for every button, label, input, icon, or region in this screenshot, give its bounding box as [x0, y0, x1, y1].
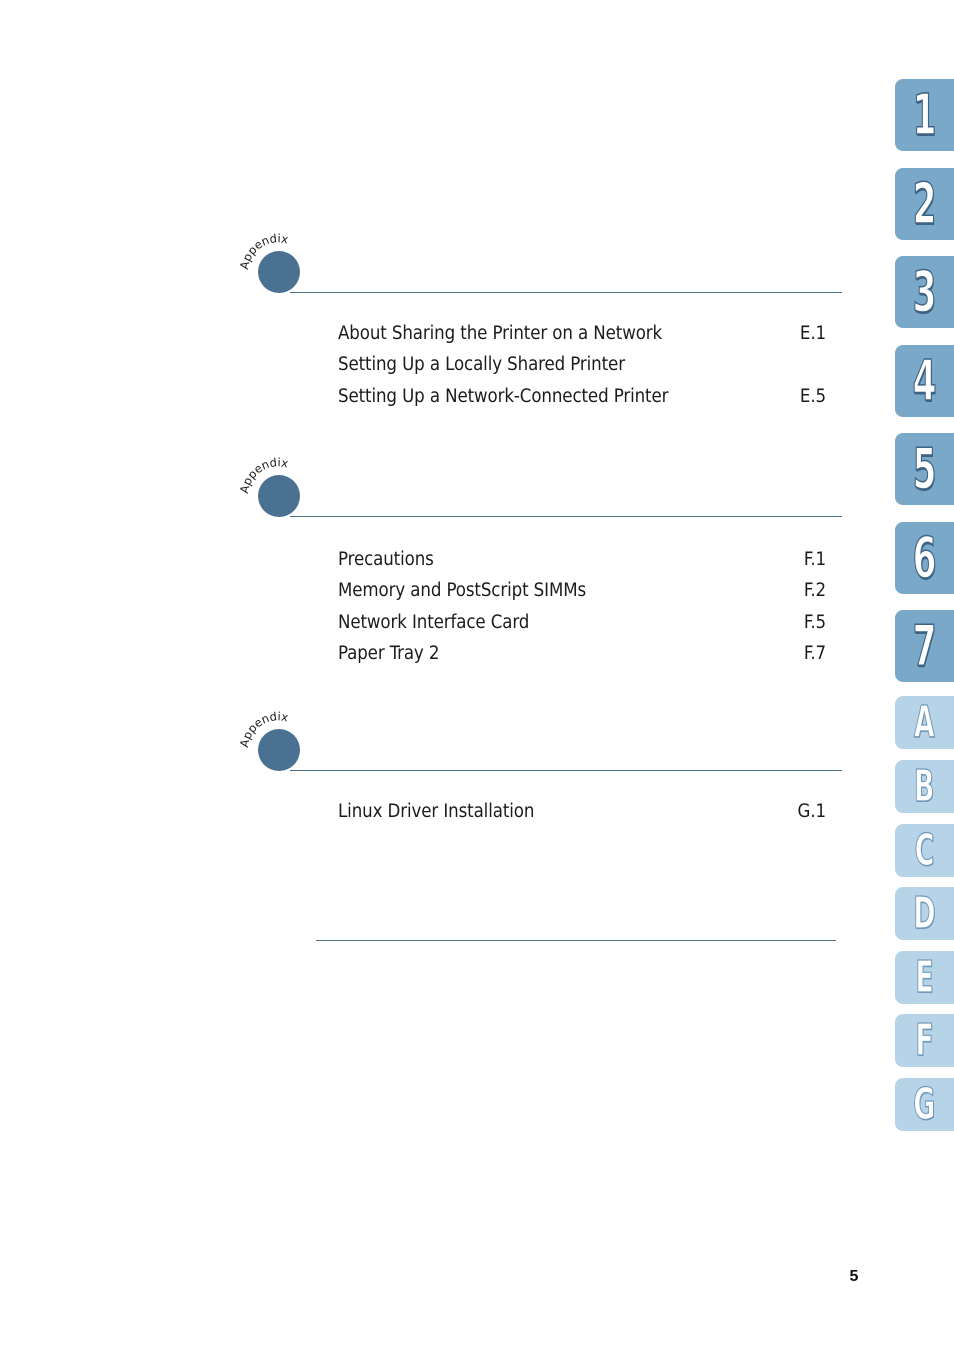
tab-chapter-2[interactable]: 2: [895, 168, 954, 240]
toc-entry-title: Setting Up a Locally Shared Printer: [338, 354, 625, 375]
toc-entry-page: F.7: [803, 643, 826, 664]
toc-entry-title: Linux Driver Installation: [338, 801, 535, 822]
toc-entry-title: Setting Up a Network-Connected Printer: [338, 386, 669, 407]
toc-entry-page: G.1: [797, 801, 826, 822]
section-divider: [290, 770, 842, 771]
toc-entry-title: Network Interface Card: [338, 612, 530, 633]
tab-appendix-f[interactable]: F: [895, 1014, 954, 1067]
toc-entry-title: Paper Tray 2: [338, 643, 440, 664]
toc-entry-page: F.5: [803, 612, 826, 633]
chapter-tabs: [895, 0, 954, 1349]
toc-entry[interactable]: [338, 578, 826, 604]
toc-entry[interactable]: [338, 799, 826, 825]
tab-chapter-4[interactable]: 4: [895, 345, 954, 417]
appendix-badge: [236, 709, 308, 776]
toc-entry[interactable]: [338, 641, 826, 667]
tab-chapter-3[interactable]: 3: [895, 256, 954, 328]
badge-circle-icon: [258, 729, 300, 771]
toc-entry-page: E.1: [799, 323, 826, 344]
toc-entry-title: About Sharing the Printer on a Network: [338, 323, 663, 344]
toc-entry[interactable]: [338, 321, 826, 347]
badge-label: Appendix: [236, 455, 290, 495]
tab-chapter-7[interactable]: 7: [895, 610, 954, 682]
appendix-badge: [236, 455, 308, 522]
badge-label: Appendix: [236, 709, 290, 749]
tab-appendix-e[interactable]: E: [895, 951, 954, 1004]
tab-appendix-c[interactable]: C: [895, 824, 954, 877]
tab-appendix-g[interactable]: G: [895, 1078, 954, 1131]
toc-entry[interactable]: [338, 547, 826, 573]
tab-appendix-d[interactable]: D: [895, 887, 954, 940]
section-divider: [290, 516, 842, 517]
tab-chapter-6[interactable]: 6: [895, 522, 954, 594]
toc-entry-title: Memory and PostScript SIMMs: [338, 580, 587, 601]
tab-appendix-a[interactable]: A: [895, 696, 954, 749]
section-divider: [290, 292, 842, 293]
badge-circle-icon: [258, 475, 300, 517]
toc-entry[interactable]: [338, 352, 826, 378]
tab-chapter-5[interactable]: 5: [895, 433, 954, 505]
badge-circle-icon: [258, 251, 300, 293]
toc-entry-title: Precautions: [338, 549, 434, 570]
toc-entry-page: F.1: [803, 549, 826, 570]
bottom-divider: [316, 940, 836, 941]
page-number: 5: [849, 1268, 859, 1285]
tab-appendix-b[interactable]: B: [895, 760, 954, 813]
toc-entry[interactable]: [338, 610, 826, 636]
tab-chapter-1[interactable]: 1: [895, 79, 954, 151]
badge-label: Appendix: [236, 231, 290, 271]
toc-entry[interactable]: [338, 384, 826, 410]
toc-entry-page: F.2: [803, 580, 826, 601]
appendix-badge: [236, 231, 308, 298]
toc-entry-page: E.5: [799, 386, 826, 407]
